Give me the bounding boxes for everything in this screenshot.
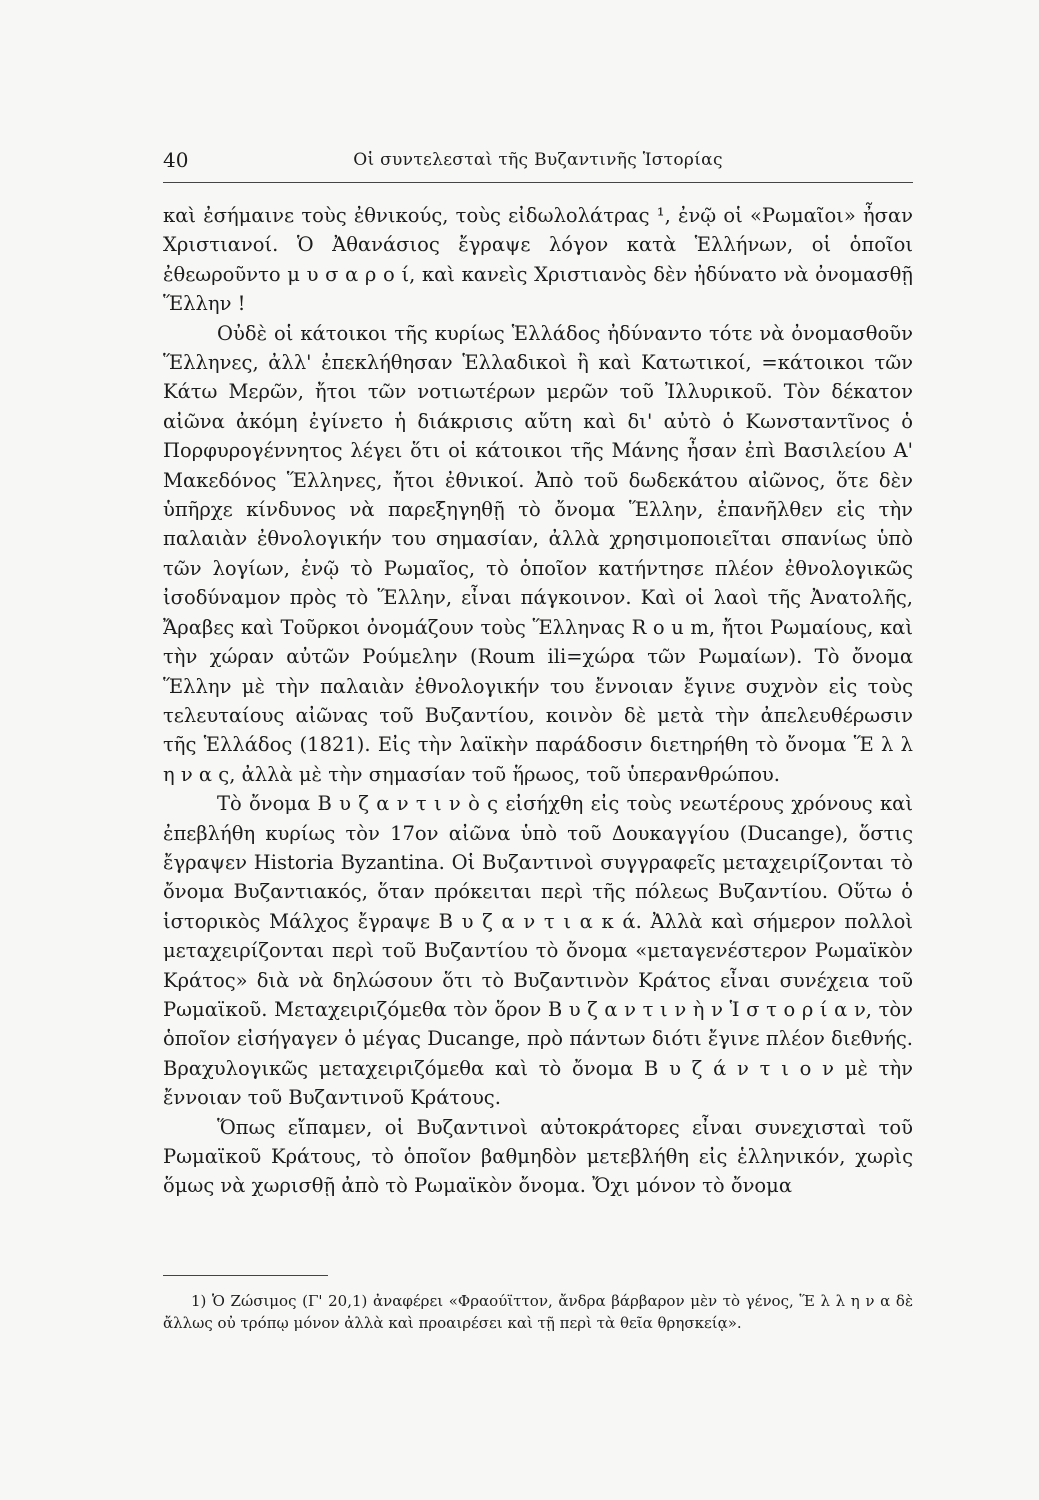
paragraph: Τὸ ὄνομα Β υ ζ α ν τ ι ν ὸ ς εἰσήχθη εἰς τοὺς νεωτέρους χρόνους καὶ ἐπεβλήθη κυρίως τὸν 17ον αἰῶνα ὑπὸ τοῦ Δουκαγγίου (Ducange), ὅστις ἔγραψεν Historia Byzantina. Οἱ Βυζαντινοὶ συγγραφεῖς μεταχειρίζονται τὸ ὄνομα Βυζαντιακός, ὅταν πρόκειται περὶ τῆς πόλεως Βυζαντίου. Οὕτω ὁ ἱστορικὸς Μάλχος ἔγραψε Β υ ζ α ν τ ι α κ ά. Ἀλλὰ καὶ σήμερον πολλοὶ μεταχειρίζονται περὶ τοῦ Βυζαντίου τὸ ὄνομα «μεταγενέστερον Ρωμαϊκὸν Κράτος» διὰ νὰ δηλώσουν ὅτι τὸ Βυζαντινὸν Κράτος εἶναι συνέχεια τοῦ Ρωμαϊκοῦ. Μεταχειριζόμεθα τὸν ὅρον Β υ ζ α ν τ ι ν ὴ ν Ἱ σ τ ο ρ ί α ν, τὸν ὁποῖον εἰσήγαγεν ὁ μέγας Ducange, πρὸ πάντων διότι ἔγινε πλέον διεθνής. Βραχυλογικῶς μεταχειριζόμεθα καὶ τὸ ὄνομα Β υ ζ ά ν τ ι ο ν μὲ τὴν ἔννοιαν τοῦ Βυζαντινοῦ Κράτους. [163, 792, 913, 1110]
page-header [163, 148, 913, 183]
body-text [163, 201, 913, 1201]
running-title: Οἱ συντελεσταὶ τῆς Βυζαντινῆς Ἱστορίας [353, 150, 723, 170]
footnote-divider [163, 1275, 328, 1276]
footnote: 1) Ὁ Ζώσιμος (Γ' 20,1) ἀναφέρει «Φραούϊττον, ἄνδρα βάρβαρον μὲν τὸ γένος, Ἕ λ λ η ν α δὲ ἄλλως οὐ τρόπῳ μόνον ἀλλὰ καὶ προαιρέσει καὶ τῇ περὶ τὰ θεῖα θρησκείᾳ». [163, 1292, 913, 1332]
page-number: 40 [163, 148, 189, 172]
paragraph: καὶ ἐσήμαινε τοὺς ἐθνικούς, τοὺς εἰδωλολάτρας ¹, ἐνῷ οἱ «Ρωμαῖοι» ἦσαν Χριστιανοί. Ὁ Ἀθανάσιος ἔγραψε λόγον κατὰ Ἑλλήνων, οἱ ὁποῖοι ἐθεωροῦντο μ υ σ α ρ ο ί, καὶ κανεὶς Χριστιανὸς δὲν ἠδύνατο νὰ ὀνομασθῇ Ἕλλην ! [163, 204, 913, 316]
paragraph: Ὅπως εἴπαμεν, οἱ Βυζαντινοὶ αὐτοκράτορες εἶναι συνεχισταὶ τοῦ Ρωμαϊκοῦ Κράτους, τὸ ὁποῖον βαθμηδὸν μετεβλήθη εἰς ἑλληνικόν, χωρὶς ὅμως νὰ χωρισθῇ ἀπὸ τὸ Ρωμαϊκὸν ὄνομα. Ὄχι μόνον τὸ ὄνομα [163, 1115, 913, 1198]
paragraph: Οὐδὲ οἱ κάτοικοι τῆς κυρίως Ἑλλάδος ἠδύναντο τότε νὰ ὀνομασθοῦν Ἕλληνες, ἀλλ' ἐπεκλήθησαν Ἑλλαδικοὶ ἢ καὶ Κατωτικοί, =κάτοικοι τῶν Κάτω Μερῶν, ἤτοι τῶν νοτιωτέρων μερῶν τοῦ Ἰλλυρικοῦ. Τὸν δέκατον αἰῶνα ἀκόμη ἐγίνετο ἡ διάκρισις αὕτη καὶ δι' αὐτὸ ὁ Κωνσταντῖνος ὁ Πορφυρογέννητος λέγει ὅτι οἱ κάτοικοι τῆς Μάνης ἦσαν ἐπὶ Βασιλείου Α' Μακεδόνος Ἕλληνες, ἤτοι ἐθνικοί. Ἀπὸ τοῦ δωδεκάτου αἰῶνος, ὅτε δὲν ὑπῆρχε κίνδυνος νὰ παρεξηγηθῇ τὸ ὄνομα Ἕλλην, ἐπανῆλθεν εἰς τὴν παλαιὰν ἐθνολογικήν του σημασίαν, ἀλλὰ χρησιμοποιεῖται σπανίως ὑπὸ τῶν λογίων, ἐνῷ τὸ Ρωμαῖος, τὸ ὁποῖον κατήντησε πλέον ἐθνολογικῶς ἰσοδύναμον πρὸς τὸ Ἕλλην, εἶναι πάγκοινον. Καὶ οἱ λαοὶ τῆς Ἀνατολῆς, Ἄραβες καὶ Τοῦρκοι ὀνομάζουν τοὺς Ἕλληνας R o u m, ἤτοι Ρωμαίους, καὶ τὴν χώραν αὐτῶν Ρούμελην (Roum ili=χώρα τῶν Ρωμαίων). Τὸ ὄνομα Ἕλλην μὲ τὴν παλαιὰν ἐθνολογικήν του ἔννοιαν ἔγινε συχνὸν εἰς τοὺς τελευταίους αἰῶνας τοῦ Βυζαντίου, κοινὸν δὲ μετὰ τὴν ἀπελευθέρωσιν τῆς Ἑλλάδος (1821). Εἰς τὴν λαϊκὴν παράδοσιν διετηρήθη τὸ ὄνομα Ἕ λ λ η ν α ς, ἀλλὰ μὲ τὴν σημασίαν τοῦ ἥρωος, τοῦ ὑπερανθρώπου. [163, 321, 913, 786]
